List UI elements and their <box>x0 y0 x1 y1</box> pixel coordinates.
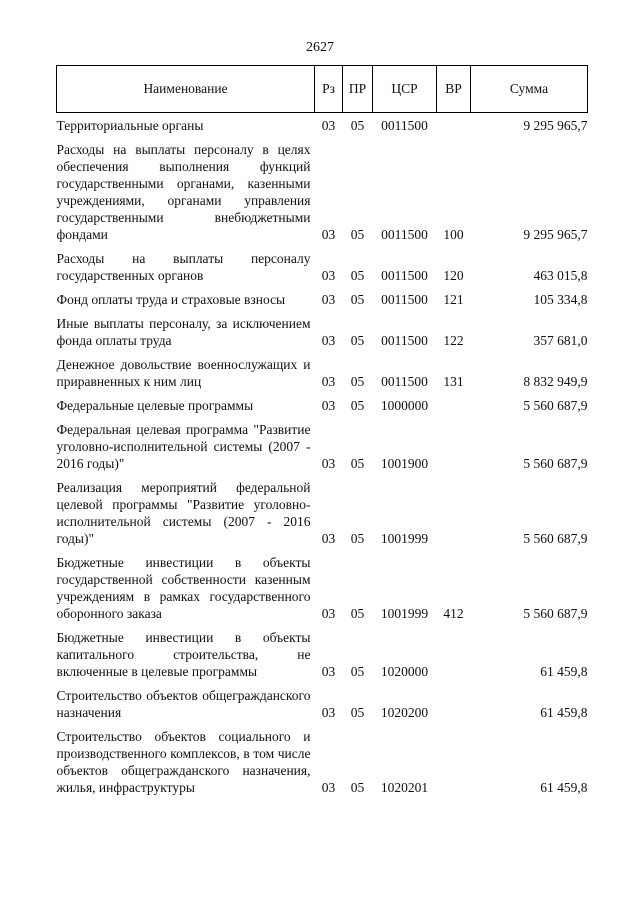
header-csr: ЦСР <box>373 66 437 113</box>
row-sum: 5 560 687,9 <box>523 398 588 413</box>
row-sum: 61 459,8 <box>540 705 588 720</box>
row-csr: 0011500 <box>381 118 428 133</box>
row-csr: 1020201 <box>380 780 429 795</box>
row-rz: 03 <box>321 268 336 283</box>
row-rz: 03 <box>321 705 336 720</box>
row-name: Строительство объектов общегражданского назначения <box>56 688 311 720</box>
row-sum: 61 459,8 <box>540 780 588 795</box>
row-vr <box>437 622 471 680</box>
row-pr: 05 <box>350 531 365 546</box>
row-vr: 122 <box>443 333 464 348</box>
row-pr: 05 <box>350 398 365 413</box>
table-row <box>57 390 588 414</box>
table-row <box>57 284 588 308</box>
row-rz: 03 <box>321 333 336 348</box>
row-rz: 03 <box>321 227 336 242</box>
row-sum: 61 459,8 <box>540 664 588 679</box>
row-csr: 1020200 <box>380 705 429 720</box>
row-name: Расходы на выплаты персоналу в целях обеспечения выполнения функций государственными органами, казенными учреждениями, органами управления государственными внебюджетными фондами <box>56 142 311 242</box>
row-vr: 100 <box>443 227 464 242</box>
row-csr: 1001900 <box>380 456 429 471</box>
row-rz: 03 <box>321 531 336 546</box>
row-name: Расходы на выплаты персоналу государственных органов <box>56 251 311 283</box>
header-sum: Сумма <box>471 66 588 113</box>
row-rz: 03 <box>321 292 336 307</box>
row-sum: 9 295 965,7 <box>523 118 588 133</box>
row-name: Территориальные органы <box>56 118 204 133</box>
row-vr: 412 <box>443 606 464 621</box>
budget-table <box>56 65 588 796</box>
row-csr: 1000000 <box>380 398 429 413</box>
row-name: Иные выплаты персоналу, за исключением фонда оплаты труда <box>56 316 311 348</box>
table-row <box>57 721 588 796</box>
row-pr: 05 <box>350 118 365 133</box>
row-rz: 03 <box>321 456 336 471</box>
row-vr <box>437 472 471 547</box>
row-vr: 121 <box>443 292 464 307</box>
row-vr <box>437 113 471 135</box>
header-rz: Рз <box>315 66 343 113</box>
row-rz: 03 <box>321 374 336 389</box>
row-vr: 131 <box>443 374 464 389</box>
row-sum: 357 681,0 <box>533 333 588 348</box>
row-name: Федеральные целевые программы <box>56 398 254 413</box>
header-pr: ПР <box>343 66 373 113</box>
row-pr: 05 <box>350 268 365 283</box>
row-sum: 5 560 687,9 <box>523 531 588 546</box>
row-csr: 0011500 <box>381 227 428 242</box>
table-row <box>57 414 588 472</box>
row-sum: 8 832 949,9 <box>523 374 588 389</box>
row-name: Строительство объектов социального и производственного комплексов, в том числе объектов общегражданского назначения, жилья, инфраструктуры <box>56 729 311 795</box>
row-pr: 05 <box>350 292 365 307</box>
table-row <box>57 680 588 721</box>
header-name: Наименование <box>57 66 315 113</box>
row-vr <box>437 721 471 796</box>
row-vr <box>437 414 471 472</box>
row-name: Бюджетные инвестиции в объекты капитального строительства, не включенные в целевые программы <box>56 630 311 679</box>
row-csr: 1020000 <box>380 664 429 679</box>
row-name: Фонд оплаты труда и страховые взносы <box>56 292 286 307</box>
table-row <box>57 547 588 622</box>
row-rz: 03 <box>321 664 336 679</box>
row-csr: 0011500 <box>381 374 428 389</box>
row-sum: 105 334,8 <box>533 292 588 307</box>
row-vr: 120 <box>443 268 464 283</box>
row-name: Денежное довольствие военнослужащих и приравненных к ним лиц <box>56 357 311 389</box>
table-row <box>57 113 588 135</box>
row-vr <box>437 390 471 414</box>
row-csr: 1001999 <box>380 606 429 621</box>
row-pr: 05 <box>350 333 365 348</box>
row-pr: 05 <box>350 780 365 795</box>
row-pr: 05 <box>350 664 365 679</box>
row-pr: 05 <box>350 374 365 389</box>
row-csr: 1001999 <box>380 531 429 546</box>
row-name: Реализация мероприятий федеральной целевой программы "Развитие уголовно-исполнительной системы (2007 - 2016 годы)" <box>56 480 311 546</box>
table-row <box>57 349 588 390</box>
row-csr: 0011500 <box>381 333 428 348</box>
page-number: 2627 <box>306 40 334 55</box>
table-row <box>57 243 588 284</box>
row-rz: 03 <box>321 780 336 795</box>
table-row <box>57 472 588 547</box>
row-rz: 03 <box>321 118 336 133</box>
row-name: Федеральная целевая программа "Развитие уголовно-исполнительной системы (2007 - 2016 годы)" <box>56 422 311 471</box>
row-pr: 05 <box>350 227 365 242</box>
row-pr: 05 <box>350 606 365 621</box>
row-csr: 0011500 <box>381 292 428 307</box>
row-rz: 03 <box>321 606 336 621</box>
row-sum: 9 295 965,7 <box>523 227 588 242</box>
table-row <box>57 622 588 680</box>
row-csr: 0011500 <box>381 268 428 283</box>
row-sum: 5 560 687,9 <box>523 606 588 621</box>
row-sum: 463 015,8 <box>533 268 588 283</box>
row-sum: 5 560 687,9 <box>523 456 588 471</box>
table-header-row <box>57 66 588 113</box>
row-pr: 05 <box>350 456 365 471</box>
row-pr: 05 <box>350 705 365 720</box>
row-name: Бюджетные инвестиции в объекты государственной собственности казенным учреждениям в рамках государственного оборонного заказа <box>56 555 311 621</box>
table-row <box>57 308 588 349</box>
row-rz: 03 <box>321 398 336 413</box>
header-vr: ВР <box>437 66 471 113</box>
row-vr <box>437 680 471 721</box>
table-row <box>57 134 588 243</box>
